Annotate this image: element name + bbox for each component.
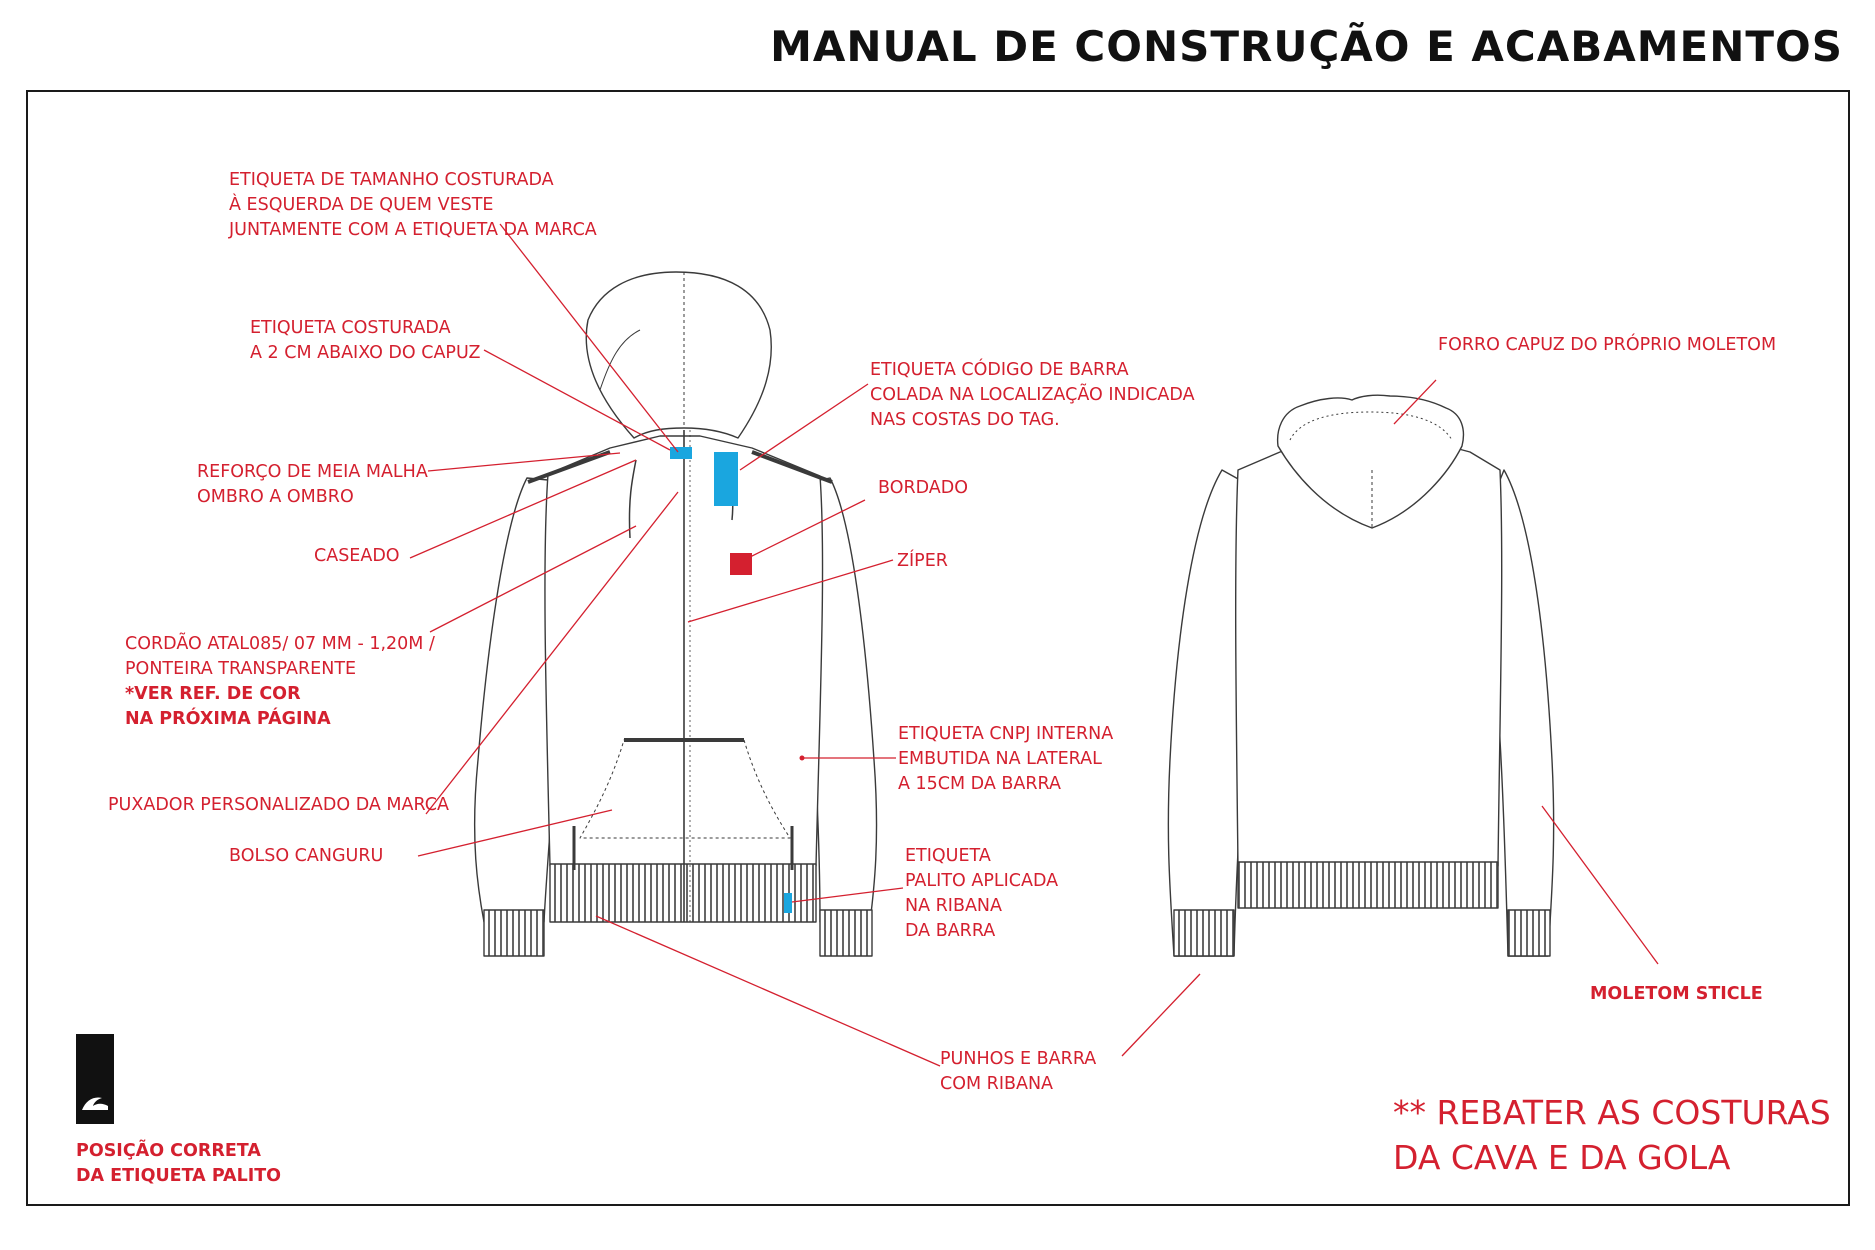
page-title: MANUAL DE CONSTRUÇÃO E ACABAMENTOS (770, 22, 1843, 71)
callout-reinforcement-line-1: REFORÇO DE MEIA MALHA (197, 462, 428, 482)
callout-barcode-label (870, 358, 1195, 433)
back-hoodie (1168, 395, 1553, 956)
callout-drawcord-line-2: PONTEIRA TRANSPARENTE (125, 659, 357, 679)
callout-size-label (229, 168, 597, 243)
callout-stick-label-line-2: PALITO APLICADA (905, 871, 1059, 891)
front-hood (586, 272, 771, 438)
callout-cuffs-hem (940, 1047, 1096, 1097)
seam-note-line-1: ** REBATER AS COSTURAS (1393, 1093, 1831, 1132)
back-left-sleeve (1168, 470, 1245, 956)
embroidery-marker (730, 553, 752, 575)
callout-reinforcement (197, 460, 428, 510)
callout-fabric (1590, 982, 1763, 1007)
callout-cnpj-label-line-3: A 15CM DA BARRA (898, 774, 1061, 794)
callout-kangaroo-pocket (229, 844, 383, 869)
front-left-cuff (484, 910, 544, 956)
callout-cnpj-label (898, 722, 1113, 797)
callout-drawcord-line-3: *VER REF. DE COR (125, 684, 301, 704)
callout-zipper-line-1: ZÍPER (897, 551, 948, 571)
front-hoodie (475, 272, 877, 956)
callout-zipper-pull-line-1: PUXADOR PERSONALIZADO DA MARCA (108, 795, 449, 815)
callout-buttonhole (314, 544, 400, 569)
stick-label-illustration (76, 1034, 114, 1124)
front-hem-band (550, 864, 816, 922)
callout-cuffs-hem-line-2: COM RIBANA (940, 1074, 1054, 1094)
callout-stick-label-line-3: NA RIBANA (905, 896, 1002, 916)
callout-size-label-line-3: JUNTAMENTE COM A ETIQUETA DA MARCA (229, 220, 597, 240)
back-left-cuff (1174, 910, 1234, 956)
front-right-cuff (820, 910, 872, 956)
callout-barcode-label-line-3: NAS COSTAS DO TAG. (870, 410, 1060, 430)
callout-hood-lining (1438, 333, 1776, 358)
callout-embroidery (878, 476, 968, 501)
callout-size-label-line-2: À ESQUERDA DE QUEM VESTE (229, 195, 494, 215)
callout-zipper (897, 549, 948, 574)
callout-sewn-label-line-1: ETIQUETA COSTURADA (250, 318, 451, 338)
callout-fabric-line-1: MOLETOM STICLE (1590, 984, 1763, 1004)
callout-palito-position-line-1: POSIÇÃO CORRETA (76, 1141, 261, 1161)
callout-barcode-label-line-2: COLADA NA LOCALIZAÇÃO INDICADA (870, 385, 1195, 405)
callout-kangaroo-pocket-line-1: BOLSO CANGURU (229, 846, 384, 866)
callout-cuffs-hem-line-1: PUNHOS E BARRA (940, 1049, 1097, 1069)
stick-label-marker (784, 893, 792, 913)
callout-stick-label-line-4: DA BARRA (905, 921, 996, 941)
callout-buttonhole-line-1: CASEADO (314, 546, 400, 566)
back-right-cuff (1508, 910, 1550, 956)
callout-palito-position-line-2: DA ETIQUETA PALITO (76, 1166, 282, 1186)
seam-note (1393, 1090, 1831, 1180)
callout-stick-label-line-1: ETIQUETA (905, 846, 991, 866)
brand-wave-logo-icon (80, 1094, 110, 1112)
back-right-sleeve (1498, 470, 1554, 956)
callout-sewn-label (250, 316, 480, 366)
callout-embroidery-line-1: BORDADO (878, 478, 969, 498)
size-label-marker (670, 447, 692, 459)
callout-stick-label (905, 844, 1058, 944)
callout-reinforcement-line-2: OMBRO A OMBRO (197, 487, 354, 507)
callout-drawcord (125, 632, 435, 732)
callout-size-label-line-1: ETIQUETA DE TAMANHO COSTURADA (229, 170, 554, 190)
callout-zipper-pull (108, 793, 449, 818)
callout-drawcord-line-1: CORDÃO ATAL085/ 07 MM - 1,20M / (125, 634, 435, 654)
callout-cnpj-label-line-1: ETIQUETA CNPJ INTERNA (898, 724, 1114, 744)
callout-hood-lining-line-1: FORRO CAPUZ DO PRÓPRIO MOLETOM (1438, 335, 1777, 355)
callout-palito-position (76, 1139, 281, 1189)
back-hem-band (1238, 862, 1498, 908)
callout-drawcord-line-4: NA PRÓXIMA PÁGINA (125, 709, 331, 729)
callout-cnpj-label-line-2: EMBUTIDA NA LATERAL (898, 749, 1102, 769)
seam-note-line-2: DA CAVA E DA GOLA (1393, 1138, 1731, 1177)
callout-barcode-label-line-1: ETIQUETA CÓDIGO DE BARRA (870, 360, 1129, 380)
callout-sewn-label-line-2: A 2 CM ABAIXO DO CAPUZ (250, 343, 481, 363)
barcode-label-marker (714, 452, 738, 506)
